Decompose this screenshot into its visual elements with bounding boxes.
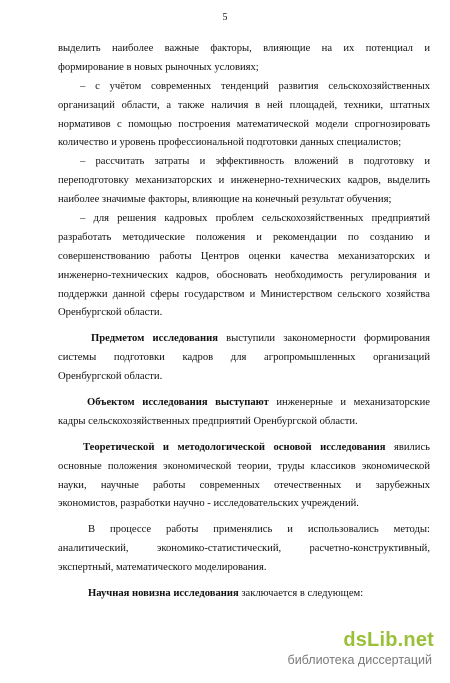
text-line: экспертный, математического моделирования. bbox=[58, 562, 267, 574]
object-text: инженерные и механизаторские bbox=[268, 397, 430, 409]
paragraph-methods-line: В процессе работы применялись и использовались методы: bbox=[88, 524, 430, 536]
text-line: нормативов с помощью построения математической модели спрогнозировать bbox=[58, 118, 430, 130]
watermark-logo: dsLib.net bbox=[343, 629, 434, 651]
text-line: кадры сельскохозяйственных предприятий Оренбургской области. bbox=[58, 415, 358, 427]
text-line: науки, научные работы современных отечественных и зарубежных bbox=[58, 479, 430, 491]
object-heading: Объектом исследования выступают bbox=[87, 397, 269, 409]
list-item-line: – рассчитать затраты и эффективность вложений в подготовку и bbox=[80, 156, 430, 168]
subject-text: выступили закономерности формирования bbox=[217, 333, 430, 345]
text-line: разработать методические положения и рекомендации по созданию и bbox=[58, 231, 430, 243]
theory-heading: Теоретической и методологической основой исследования bbox=[83, 441, 386, 453]
text-line: поддержки данной сферы государством и Министерством сельского хозяйства bbox=[58, 288, 430, 300]
paragraph-theory-line bbox=[58, 439, 430, 458]
text-line: Оренбургской области. bbox=[58, 307, 163, 319]
page-number: 5 bbox=[222, 12, 228, 23]
text-line: совершенствованию работы Центров оценки качества механизаторских и bbox=[58, 250, 430, 262]
text-line: наиболее значимые факторы, влияющие на конечный результат обучения; bbox=[58, 194, 392, 206]
subject-heading: Предметом исследования bbox=[91, 333, 218, 345]
theory-text: явились bbox=[385, 441, 430, 453]
novelty-text: заключается в следующем: bbox=[238, 588, 364, 600]
text-line: основные положения экономической теории, труды классиков экономической bbox=[58, 460, 430, 472]
text-line: организаций области, а также наличия в ней площадей, техники, штатных bbox=[58, 99, 430, 111]
text-line: инженерно-технических кадров, обосновать необходимость регулирования и bbox=[58, 269, 430, 281]
paragraph-object-line bbox=[58, 394, 430, 413]
watermark bbox=[264, 629, 434, 669]
text-line: формирование в новых рыночных условиях; bbox=[58, 61, 259, 73]
text-line: системы подготовки кадров для агропромышленных организаций bbox=[58, 352, 430, 364]
text-line: аналитический, экономико-статистический, расчетно-конструктивный, bbox=[58, 543, 430, 555]
novelty-heading: Научная новизна исследования bbox=[88, 588, 239, 600]
text-line: переподготовку механизаторских и инженерно-технических кадров, выделить bbox=[58, 175, 430, 187]
text-line: количество и уровень профессиональной подготовки данных специалистов; bbox=[58, 137, 402, 149]
text-line: Оренбургской области. bbox=[58, 371, 163, 383]
text-line: экономистов, разработки научно - исследовательских учреждений. bbox=[58, 498, 359, 510]
text-line: выделить наиболее важные факторы, влияющие на их потенциал и bbox=[58, 43, 430, 54]
paragraph-subject-line bbox=[58, 330, 430, 349]
list-item-line: – с учётом современных тенденций развития сельскохозяйственных bbox=[80, 80, 430, 92]
paragraph-novelty-line bbox=[58, 585, 430, 604]
list-item-line: – для решения кадровых проблем сельскохозяйственных предприятий bbox=[80, 213, 430, 225]
watermark-caption: библиотека диссертаций bbox=[287, 653, 432, 667]
document-body bbox=[58, 40, 430, 604]
